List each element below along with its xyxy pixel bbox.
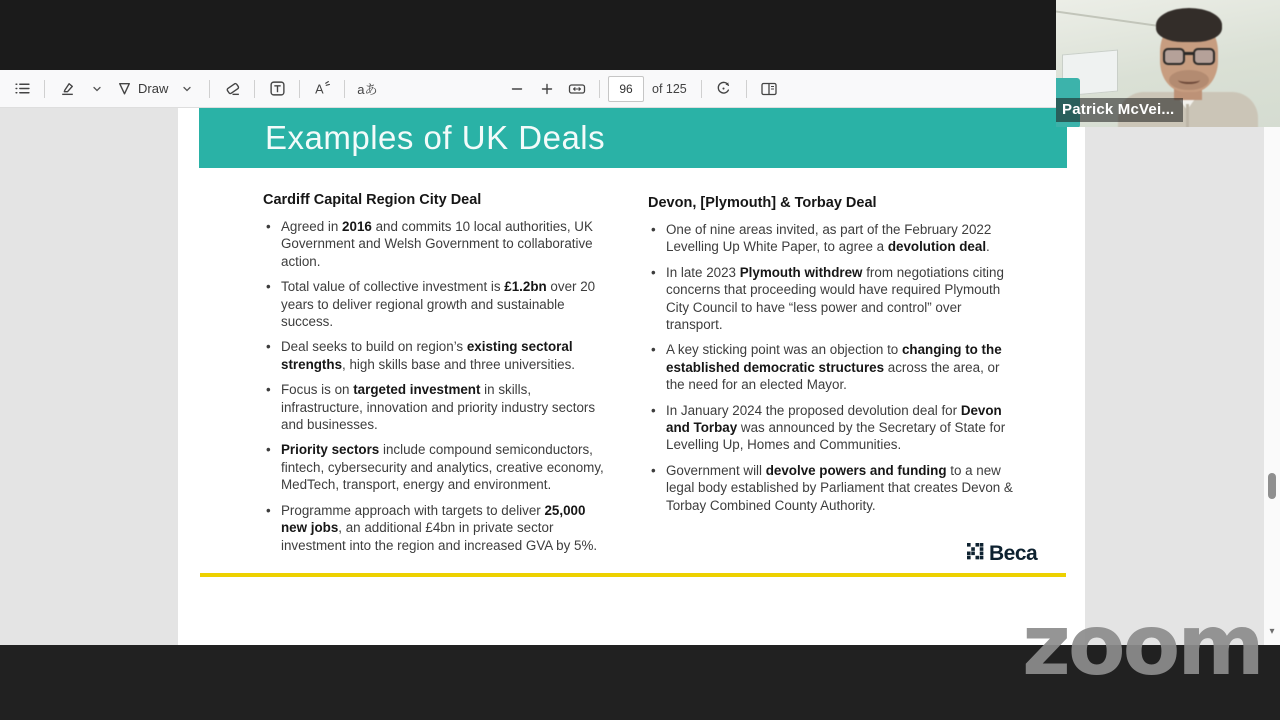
page-view-icon xyxy=(760,81,778,97)
rotate-button[interactable] xyxy=(710,74,738,104)
page-count-label: of 125 xyxy=(652,81,687,96)
svg-text:A: A xyxy=(315,82,324,97)
read-aloud-icon xyxy=(313,80,331,97)
highlighter-icon xyxy=(59,80,76,97)
person-glasses xyxy=(1163,48,1215,68)
page-number-input[interactable] xyxy=(608,76,644,102)
eraser-icon xyxy=(224,80,241,97)
toolbar-separator xyxy=(701,80,702,98)
highlight-button[interactable] xyxy=(53,74,81,104)
bullet-item: • Deal seeks to build on region’s existing sectoral strengths, high skills base and three universities. xyxy=(263,338,615,373)
bullet-item: • One of nine areas invited, as part of the February 2022 Levelling Up White Paper, to agree a devolution deal. xyxy=(648,221,1020,256)
bullet-item: • Programme approach with targets to deliver 25,000 new jobs, an additional £4bn in private sector investment into the region and increased GVA by 5%. xyxy=(263,502,615,554)
toolbar-separator xyxy=(209,80,210,98)
draw-button[interactable] xyxy=(113,74,171,104)
scrollbar-down-arrow[interactable]: ▾ xyxy=(1269,626,1275,637)
bullet-item: • In late 2023 Plymouth withdrew from negotiations citing concerns that proceeding would have required Plymouth City Council to have “less power and control” over transport. xyxy=(648,264,1020,334)
toolbar-separator xyxy=(746,80,747,98)
bullet-item: • In January 2024 the proposed devolution deal for Devon and Torbay was announced by the Secretary of State for Levelling Up, Homes and Communities. xyxy=(648,402,1020,454)
plus-icon xyxy=(540,82,554,96)
zoom-watermark: zoom xyxy=(1022,596,1262,694)
bullet-item: • A key sticking point was an objection to changing to the established democratic structures across the area, or the need for an elected Mayor. xyxy=(648,341,1020,393)
glasses-left-lens xyxy=(1163,48,1185,65)
person-zip xyxy=(1186,104,1189,127)
glasses-right-lens xyxy=(1193,48,1215,65)
scrollbar-thumb[interactable] xyxy=(1268,473,1276,499)
slide-footer-rule xyxy=(200,573,1066,577)
rotate-icon xyxy=(715,80,732,97)
toolbar-separator xyxy=(254,80,255,98)
fit-to-width-button[interactable] xyxy=(563,74,591,104)
slide-title-band xyxy=(199,108,1067,168)
participant-video-tile[interactable] xyxy=(1056,0,1280,127)
toolbar-left-group xyxy=(8,70,381,107)
draw-dropdown-button[interactable] xyxy=(173,74,201,104)
read-aloud-button[interactable] xyxy=(308,74,336,104)
fit-width-icon xyxy=(568,81,586,97)
highlight-dropdown-button[interactable] xyxy=(83,74,111,104)
bullet-list xyxy=(263,218,615,554)
chevron-down-icon xyxy=(92,84,102,94)
toolbar-separator xyxy=(344,80,345,98)
bullet-item: • Focus is on targeted investment in skills, infrastructure, innovation and priority industry sectors and businesses. xyxy=(263,381,615,433)
person-smile xyxy=(1178,76,1200,84)
bullet-list xyxy=(648,221,1020,514)
slide-column-cardiff xyxy=(263,192,615,562)
pdf-viewport[interactable] xyxy=(0,108,1280,645)
draw-label: Draw xyxy=(138,81,169,96)
toolbar-separator xyxy=(44,80,45,98)
zoom-in-button[interactable] xyxy=(533,74,561,104)
scrollbar-track[interactable] xyxy=(1264,108,1280,645)
table-of-contents-icon xyxy=(14,80,31,97)
person-hair xyxy=(1156,8,1222,42)
bullet-item: • Total value of collective investment is £1.2bn over 20 years to deliver regional growth and sustainable success. xyxy=(263,278,615,330)
participant-name-label: Patrick McVei... xyxy=(1056,98,1183,122)
toolbar-center-group xyxy=(503,70,783,107)
translate-icon: aあ xyxy=(357,82,378,97)
beca-logo-icon xyxy=(967,543,984,565)
translate-button[interactable] xyxy=(353,74,381,104)
slide-title: Examples of UK Deals xyxy=(265,119,606,156)
zoom-out-button[interactable] xyxy=(503,74,531,104)
toolbar-separator xyxy=(599,80,600,98)
add-text-icon xyxy=(269,80,286,97)
column-heading: Devon, [Plymouth] & Torbay Deal xyxy=(648,195,877,211)
toolbar-separator xyxy=(299,80,300,98)
bullet-item: • Government will devolve powers and funding to a new legal body established by Parliament that creates Devon & Torbay Combined County Authority. xyxy=(648,462,1020,514)
draw-pen-icon xyxy=(116,80,133,97)
bullet-item: • Priority sectors include compound semiconductors, fintech, cybersecurity and analytics, creative economy, MedTech, transport, energy and environment. xyxy=(263,441,615,493)
erase-button[interactable] xyxy=(218,74,246,104)
beca-logo xyxy=(967,542,1037,566)
beca-logo-text: Beca xyxy=(989,542,1038,565)
page-view-button[interactable] xyxy=(755,74,783,104)
glasses-bridge xyxy=(1184,52,1194,55)
slide-page xyxy=(178,108,1085,645)
add-text-button[interactable] xyxy=(263,74,291,104)
minus-icon xyxy=(510,82,524,96)
bullet-item: • Agreed in 2016 and commits 10 local authorities, UK Government and Welsh Government to collaborative action. xyxy=(263,218,615,270)
table-of-contents-button[interactable] xyxy=(8,74,36,104)
slide-column-devon xyxy=(648,195,1020,522)
column-heading: Cardiff Capital Region City Deal xyxy=(263,192,482,208)
chevron-down-icon xyxy=(182,84,192,94)
